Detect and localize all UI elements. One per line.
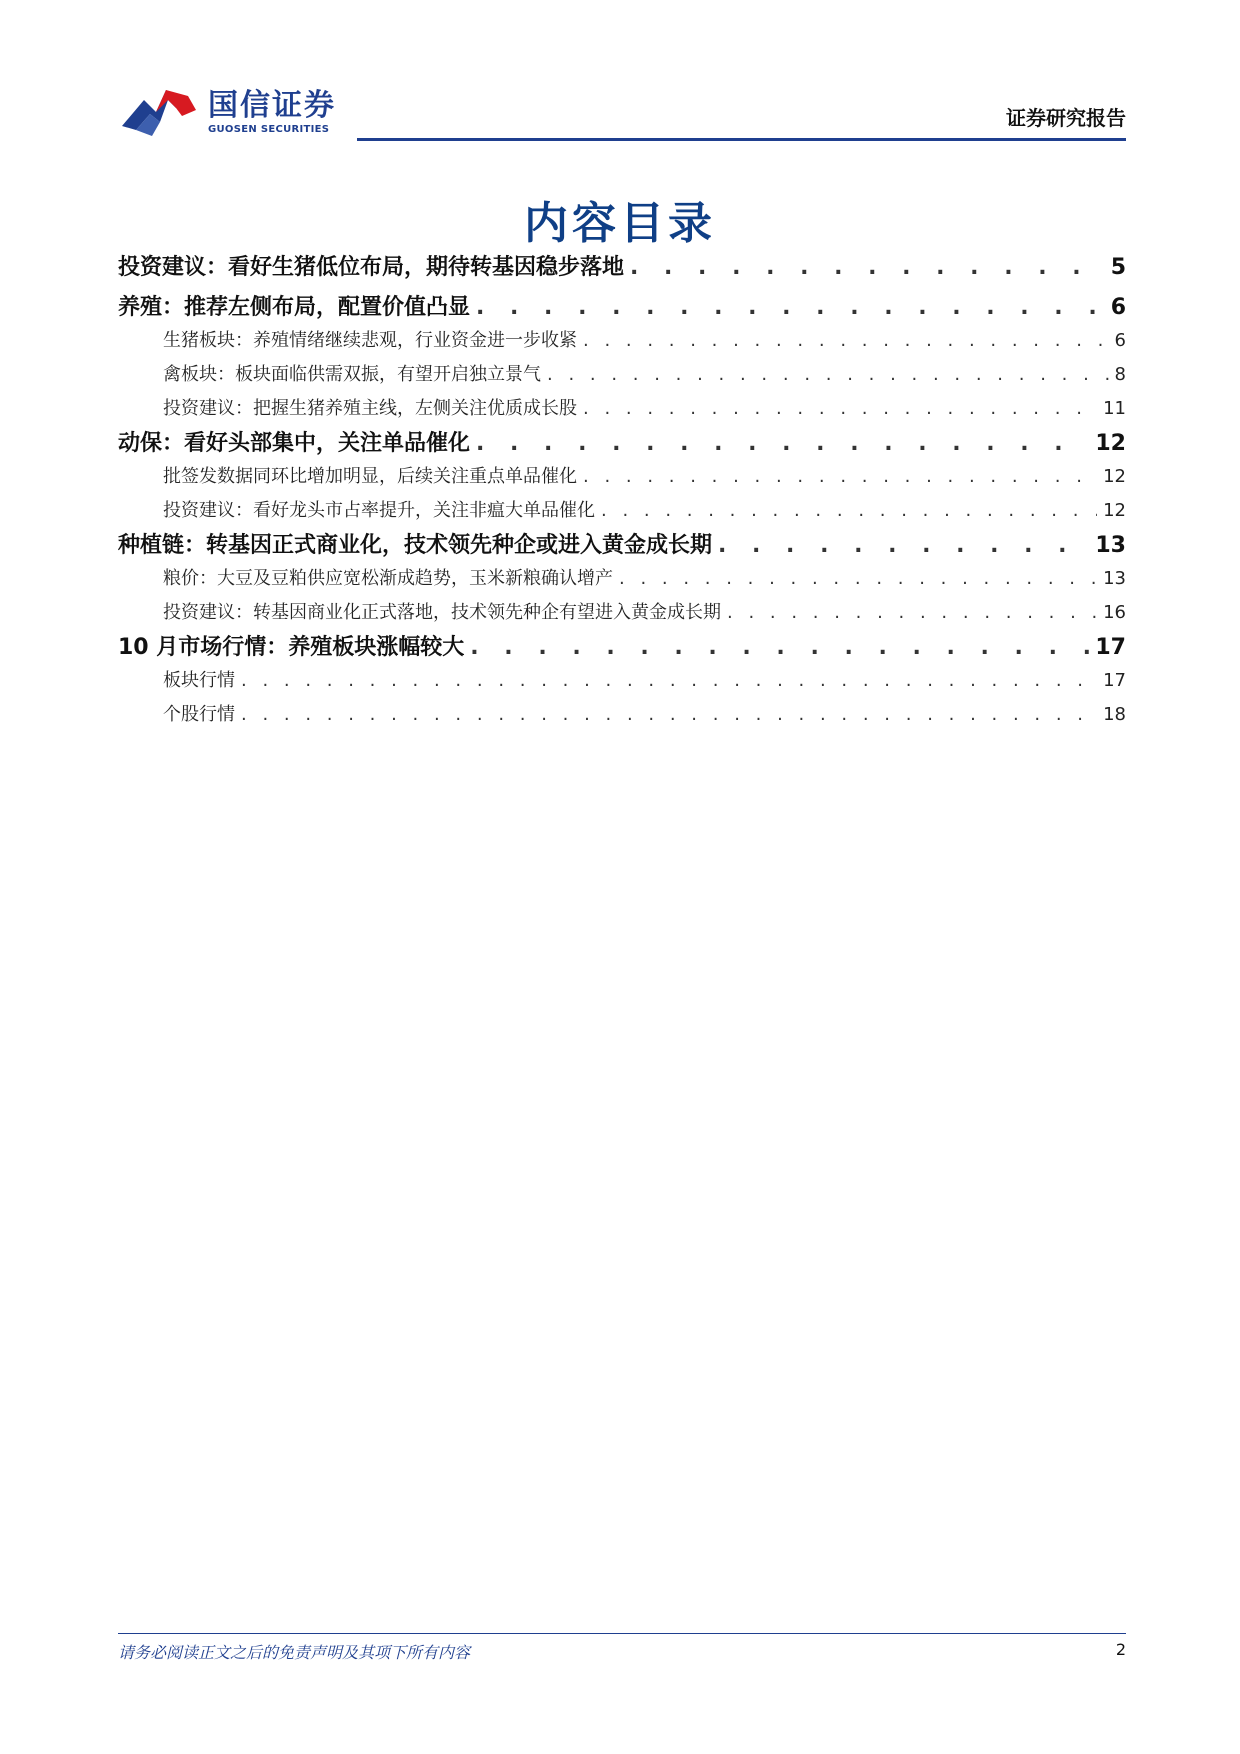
toc-entry[interactable] (118, 326, 1126, 352)
toc-entry[interactable] (118, 394, 1126, 420)
toc-page-number: 8 (1114, 364, 1126, 385)
toc-dot-leader (601, 500, 1097, 521)
toc-page-number: 17 (1095, 635, 1126, 660)
toc-entry[interactable] (118, 630, 1126, 661)
toc-entry-text: 批签发数据同环比增加明显，后续关注重点单品催化 (163, 466, 577, 487)
toc-entry[interactable] (118, 528, 1126, 559)
toc-entry-text: 生猪板块：养殖情绪继续悲观，行业资金进一步收紧 (163, 330, 577, 351)
logo-english-name: GUOSEN SECURITIES (208, 123, 330, 135)
report-type-label: 证券研究报告 (1006, 106, 1126, 130)
toc-dot-leader (476, 431, 1089, 456)
toc-dot-leader (583, 466, 1097, 487)
toc-dot-leader (619, 568, 1097, 589)
footer-disclaimer: 请务必阅读正文之后的免责声明及其项下所有内容 (118, 1643, 471, 1662)
footer-page-number: 2 (1115, 1640, 1126, 1659)
toc-entry[interactable] (118, 700, 1126, 726)
toc-entry-text: 板块行情 (163, 670, 235, 691)
toc-entry[interactable] (118, 462, 1126, 488)
toc-entry[interactable] (118, 598, 1126, 624)
toc-entry[interactable] (118, 360, 1126, 386)
toc-entry-text: 投资建议：转基因商业化正式落地，技术领先种企有望进入黄金成长期 (163, 602, 721, 623)
toc-entry-text: 投资建议：把握生猪养殖主线，左侧关注优质成长股 (163, 398, 577, 419)
toc-page-number: 6 (1114, 330, 1126, 351)
toc-page-number: 5 (1110, 255, 1126, 280)
toc-entry-text: 养殖：推荐左侧布局，配置价值凸显 (118, 295, 471, 320)
toc-page-number: 17 (1103, 670, 1126, 691)
footer-divider (118, 1633, 1126, 1634)
logo-text (208, 87, 336, 135)
toc-entry-text: 个股行情 (163, 704, 235, 725)
toc-dot-leader (470, 635, 1089, 660)
toc-entry-text: 投资建议：看好龙头市占率提升，关注非瘟大单品催化 (163, 500, 595, 521)
header-divider (357, 138, 1126, 141)
toc-entry-text: 10 月市场行情：养殖板块涨幅较大 (118, 635, 465, 660)
toc-entry-text: 动保：看好头部集中，关注单品催化 (118, 431, 471, 456)
toc-entry[interactable] (118, 250, 1126, 281)
toc-page-number: 16 (1103, 602, 1126, 623)
toc-dot-leader (583, 398, 1097, 419)
toc-dot-leader (241, 704, 1097, 725)
toc-dot-leader (583, 330, 1109, 351)
toc-entry[interactable] (118, 496, 1126, 522)
toc-dot-leader (630, 255, 1105, 280)
toc-dot-leader (547, 364, 1109, 385)
toc-entry-text: 粮价：大豆及豆粕供应宽松渐成趋势，玉米新粮确认增产 (163, 568, 613, 589)
toc-page-number: 13 (1095, 533, 1126, 558)
toc-dot-leader (718, 533, 1089, 558)
toc-entry[interactable] (118, 564, 1126, 590)
guosen-logo (122, 86, 336, 138)
toc-page-number: 12 (1095, 431, 1126, 456)
toc-page-number: 12 (1103, 466, 1126, 487)
toc-page-number: 6 (1110, 295, 1126, 320)
toc-dot-leader (476, 295, 1105, 320)
toc-title: 内容目录 (524, 198, 716, 249)
toc-page-number: 12 (1103, 500, 1126, 521)
toc-entry-text: 种植链：转基因正式商业化，技术领先种企或进入黄金成长期 (118, 533, 713, 558)
toc-page-number: 11 (1103, 398, 1126, 419)
toc-page-number: 13 (1103, 568, 1126, 589)
guosen-logo-icon (122, 86, 200, 138)
toc-page-number: 18 (1103, 704, 1126, 725)
toc-dot-leader (727, 602, 1097, 623)
toc-entry[interactable] (118, 290, 1126, 321)
toc-entry[interactable] (118, 426, 1126, 457)
toc-entry-text: 禽板块：板块面临供需双振，有望开启独立景气 (163, 364, 541, 385)
toc-entry-text: 投资建议：看好生猪低位布局，期待转基因稳步落地 (118, 255, 625, 280)
toc-dot-leader (241, 670, 1097, 691)
logo-chinese-name: 国信证券 (208, 87, 336, 123)
toc-entry[interactable] (118, 666, 1126, 692)
